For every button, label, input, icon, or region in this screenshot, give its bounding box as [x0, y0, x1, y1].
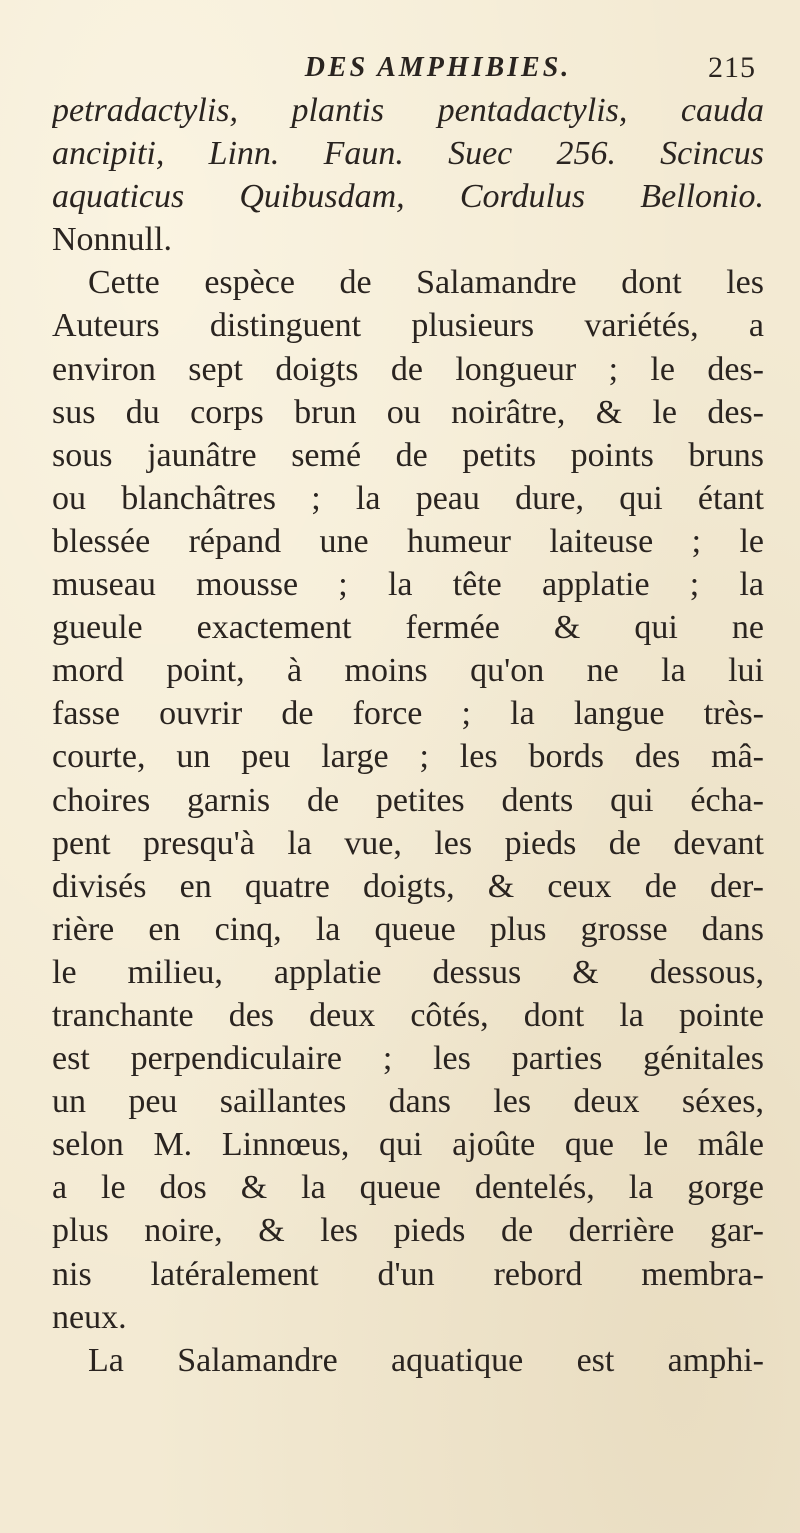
page-number: 215: [708, 51, 756, 84]
text-line: environ sept doigts de longueur ; le des-: [52, 350, 764, 388]
text-line: choires garnis de petites dents qui écha-: [52, 781, 764, 819]
text-line: Nonnull.: [52, 221, 172, 259]
page-text: [52, 46, 764, 1382]
text-line: est perpendiculaire ; les parties génitales: [52, 1040, 764, 1078]
text-line: fasse ouvrir de force ; la langue très-: [52, 695, 764, 733]
text-line: La Salamandre aquatique est amphi-: [88, 1341, 764, 1379]
text-line: rière en cinq, la queue plus grosse dans: [52, 910, 764, 948]
text-line: sous jaunâtre semé de petits points bruns: [52, 436, 764, 474]
text-line: selon M. Linnœus, qui ajoûte que le mâle: [52, 1126, 764, 1164]
text-line: museau mousse ; la tête applatie ; la: [52, 566, 764, 604]
text-line: mord point, à moins qu'on ne la lui: [52, 652, 764, 690]
running-title: DES AMPHIBIES.: [304, 52, 572, 83]
text-line: sus du corps brun ou noirâtre, & le des-: [52, 393, 764, 431]
text-line: aquaticus Quibusdam, Cordulus Bellonio.: [52, 178, 764, 216]
text-line: neux.: [52, 1298, 127, 1336]
text-line: nis latéralement d'un rebord membra-: [52, 1255, 764, 1293]
text-line: plus noire, & les pieds de derrière gar-: [52, 1212, 764, 1250]
text-line: un peu saillantes dans les deux séxes,: [52, 1083, 764, 1121]
text-line: pent presqu'à la vue, les pieds de devant: [52, 824, 764, 862]
running-header: [52, 46, 764, 89]
text-line: a le dos & la queue dentelés, la gorge: [52, 1169, 764, 1207]
text-line: gueule exactement fermée & qui ne: [52, 609, 764, 647]
text-line: divisés en quatre doigts, & ceux de der-: [52, 867, 764, 905]
text-line: ancipiti, Linn. Faun. Suec 256. Scincus: [52, 135, 764, 173]
text-line: Cette espèce de Salamandre dont les: [88, 264, 764, 302]
text-line: blessée répand une humeur laiteuse ; le: [52, 522, 764, 560]
text-line: Auteurs distinguent plusieurs variétés, a: [52, 307, 764, 345]
text-line: le milieu, applatie dessus & dessous,: [52, 953, 764, 991]
text-line: ou blanchâtres ; la peau dure, qui étant: [52, 479, 764, 517]
text-line: petradactylis, plantis pentadactylis, cauda: [52, 92, 764, 129]
text-line: courte, un peu large ; les bords des mâ-: [52, 738, 764, 776]
text-line: tranchante des deux côtés, dont la pointe: [52, 996, 764, 1034]
